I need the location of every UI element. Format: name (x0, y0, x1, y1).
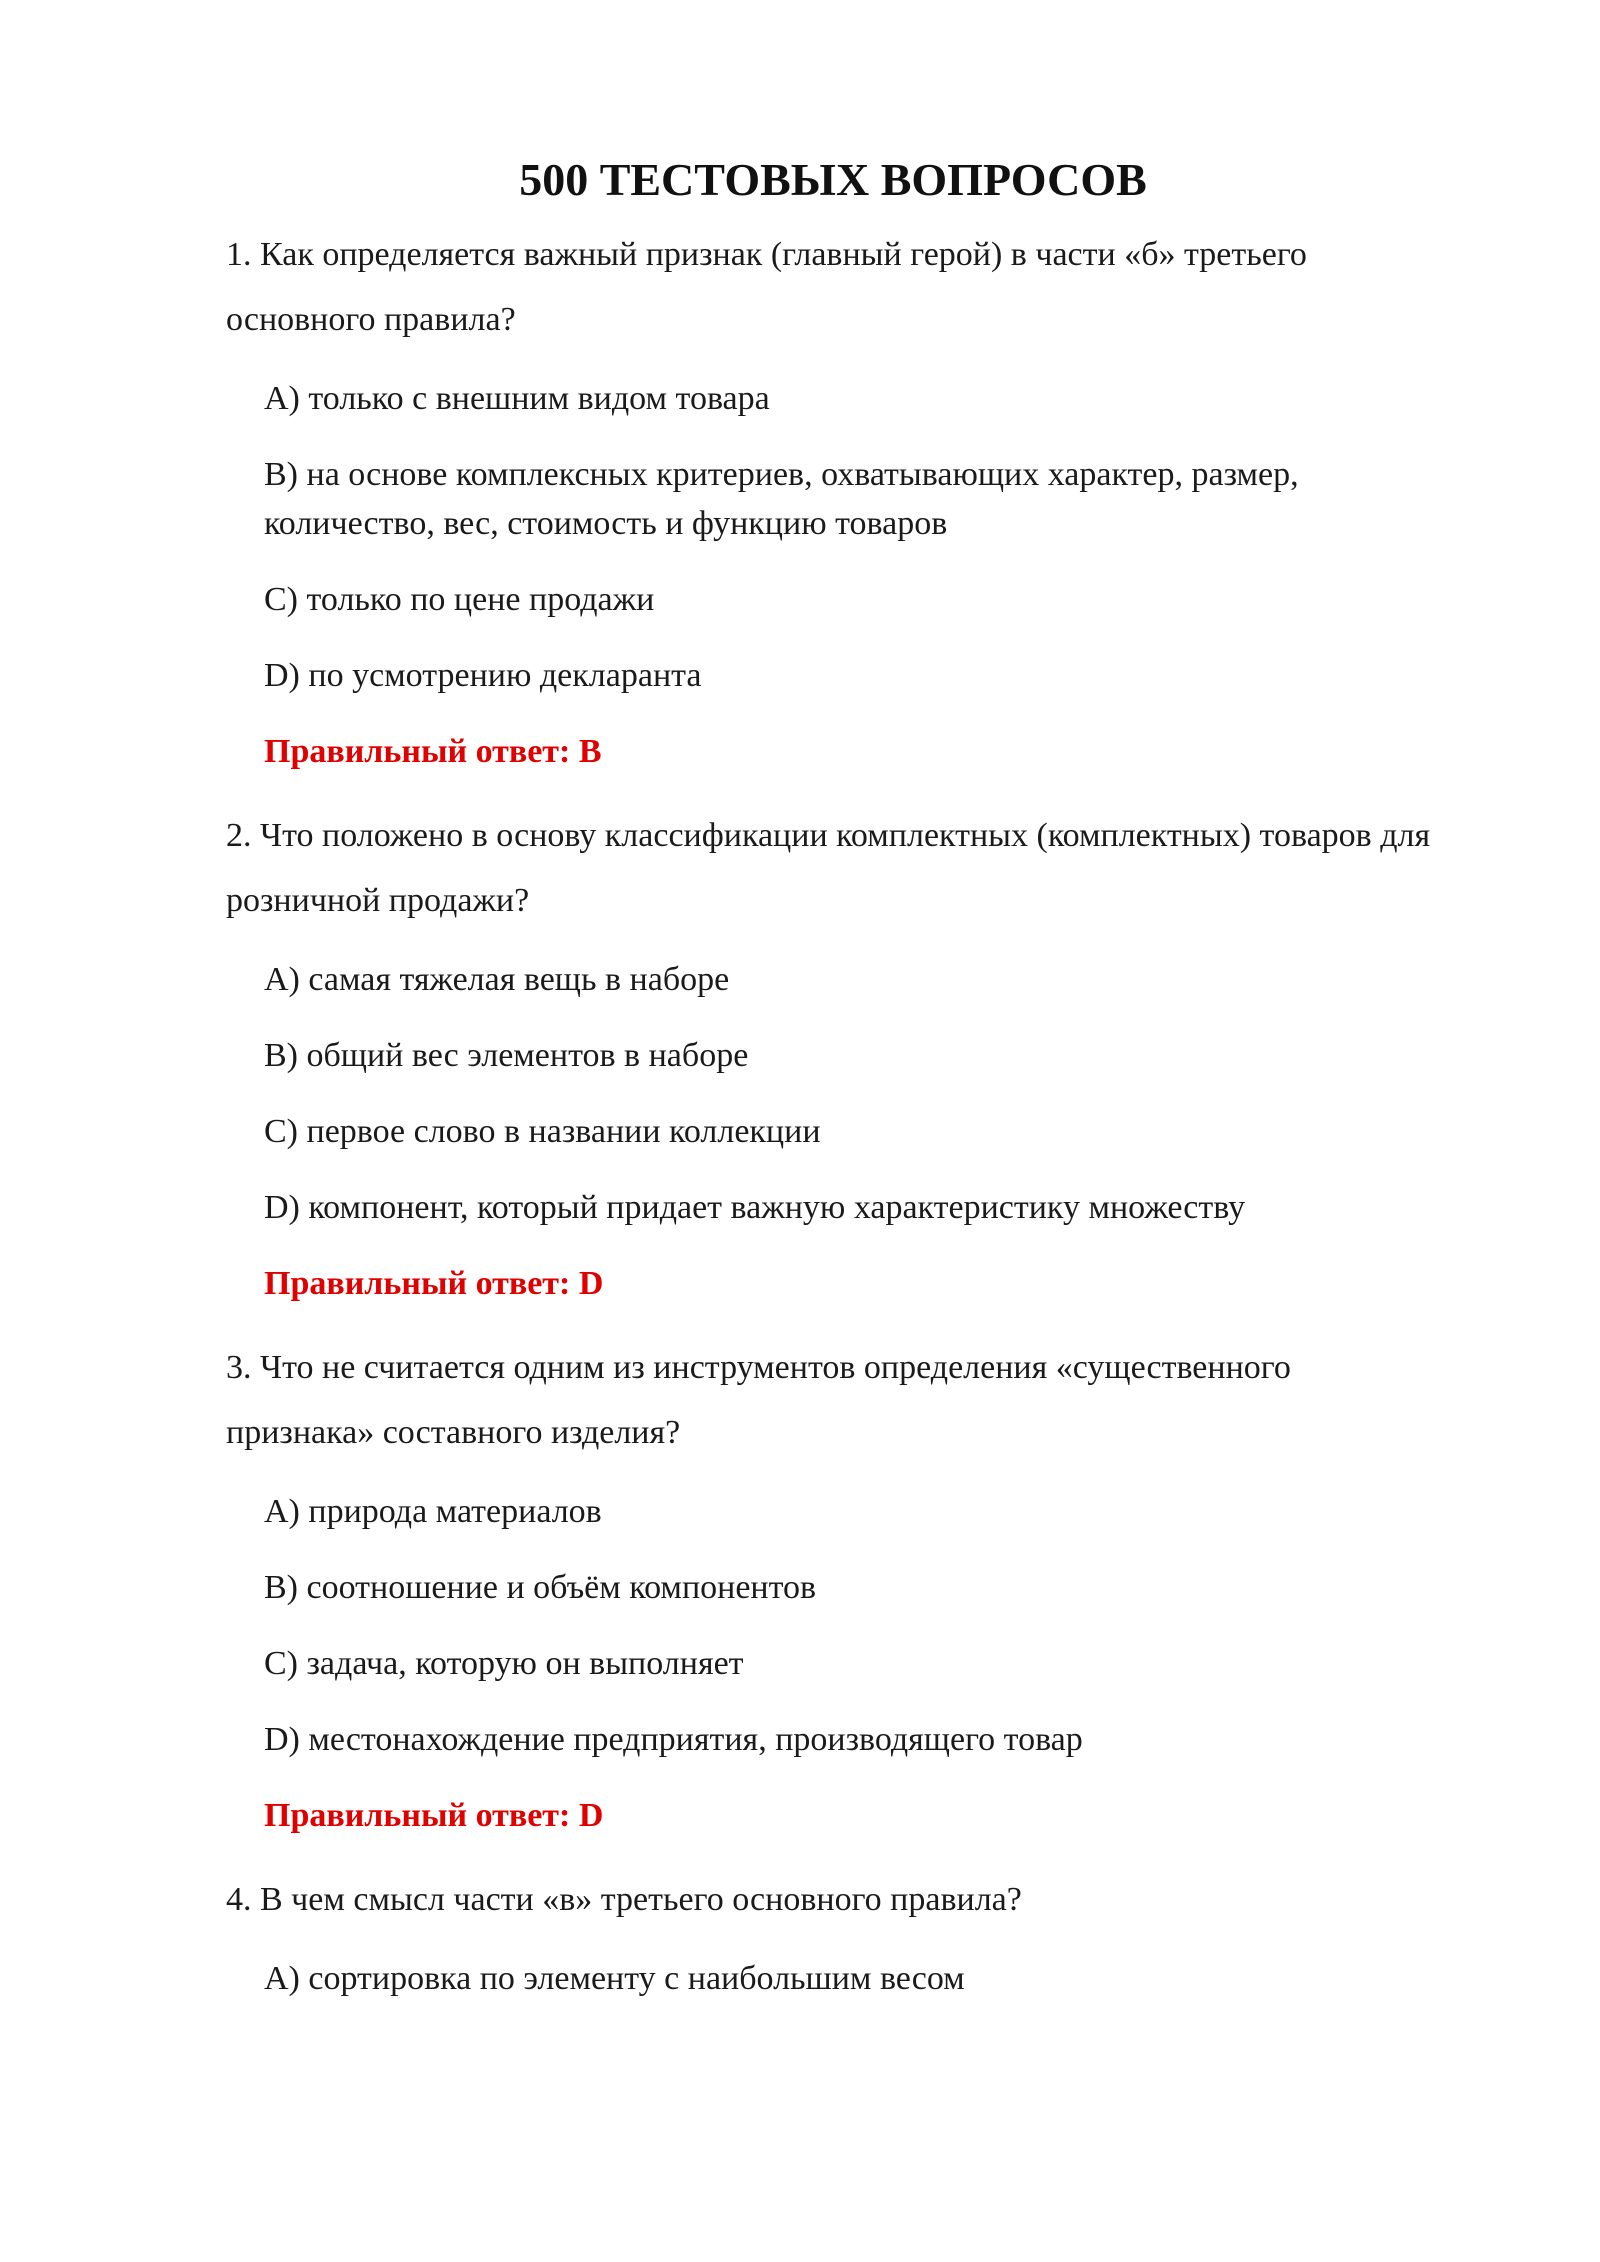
option-a: A) природа материалов (264, 1493, 602, 1530)
question-text: 3. Что не считается одним из инструментов определения «существенного признака» составного изделия? (226, 1349, 1291, 1451)
question-2 (226, 803, 1440, 1308)
correct-answer: Правильный ответ: D (264, 1265, 604, 1302)
question-3 (226, 1335, 1440, 1840)
correct-answer: Правильный ответ: D (264, 1797, 604, 1834)
option-d: D) по усмотрению декларанта (264, 657, 702, 694)
option-c: C) первое слово в названии коллекции (264, 1113, 821, 1150)
question-text: 2. Что положено в основу классификации комплектных (комплектных) товаров для розничной продажи? (226, 817, 1431, 919)
question-text: 1. Как определяется важный признак (главный герой) в части «б» третьего основного правила? (226, 236, 1307, 338)
question-1 (226, 222, 1440, 776)
option-b: B) на основе комплексных критериев, охватывающих характер, размер, количество, вес, стоимость и функцию товаров (264, 456, 1299, 542)
option-b: B) общий вес элементов в наборе (264, 1037, 749, 1074)
option-a: A) только с внешним видом товара (264, 380, 770, 417)
option-d: D) местонахождение предприятия, производящего товар (264, 1721, 1083, 1758)
option-b: B) соотношение и объём компонентов (264, 1569, 817, 1606)
option-c: C) задача, которую он выполняет (264, 1645, 744, 1682)
question-text: 4. В чем смысл части «в» третьего основного правила? (226, 1881, 1022, 1918)
question-4 (226, 1867, 1440, 2003)
correct-answer: Правильный ответ: B (264, 733, 602, 770)
document-title: 500 ТЕСТОВЫХ ВОПРОСОВ (519, 154, 1147, 205)
option-a: A) самая тяжелая вещь в наборе (264, 961, 730, 998)
option-d: D) компонент, который придает важную характеристику множеству (264, 1189, 1246, 1226)
option-a: A) сортировка по элементу с наибольшим весом (264, 1960, 965, 1997)
option-c: C) только по цене продажи (264, 581, 655, 618)
